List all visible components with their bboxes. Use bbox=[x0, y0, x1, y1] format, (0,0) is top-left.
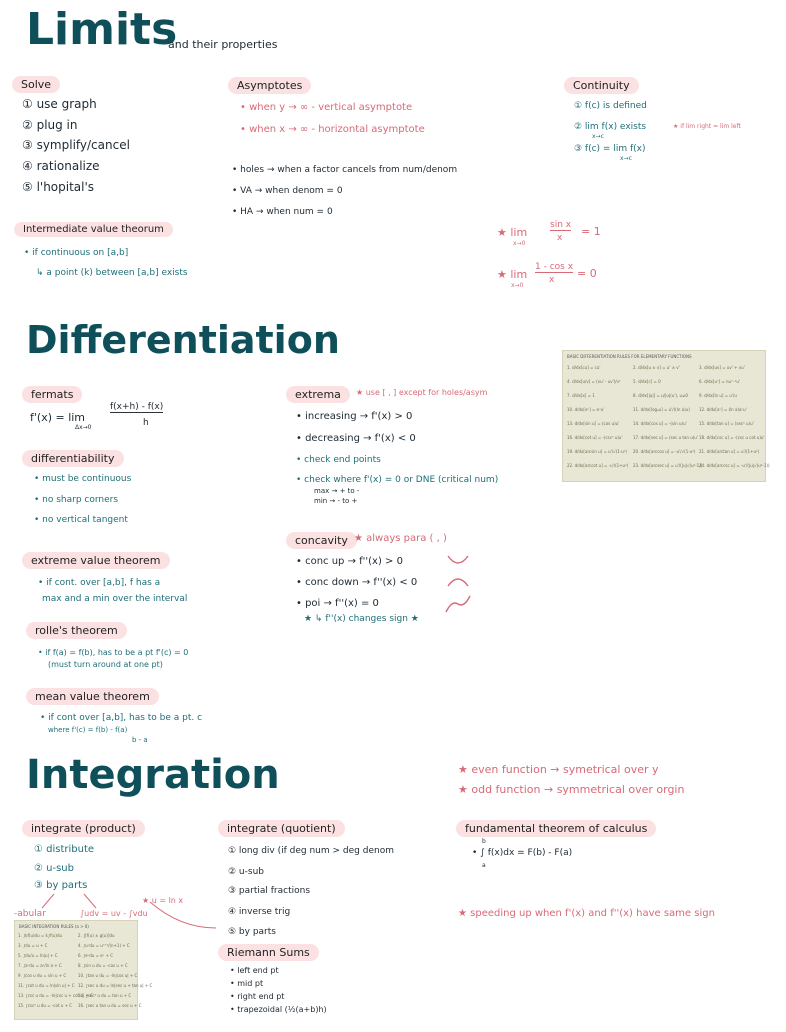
solve-header: Solve bbox=[12, 76, 60, 93]
differentiation-rules-table bbox=[562, 350, 770, 482]
continuity-line: ② lim f(x) exists bbox=[574, 122, 647, 132]
odd-function-note: ★ odd function → symmetrical over orgin bbox=[458, 783, 685, 796]
table-cell: 24. d/dx[arccsc u] = -u'/(|u|√(u²-1)) bbox=[699, 463, 770, 468]
extrema-line: • increasing → f'(x) > 0 bbox=[296, 411, 413, 422]
concave-down-icon bbox=[448, 579, 468, 586]
table-cell: 6. d/dx[uⁿ] = nuⁿ⁻¹u' bbox=[699, 379, 741, 384]
table-cell: 16. d/dx[cot u] = -(csc² u)u' bbox=[567, 435, 623, 440]
ivt-header: Intermediate value theorum bbox=[14, 222, 173, 237]
riemann-line: • right end pt bbox=[230, 992, 285, 1001]
quotient-step: ① long div (if deg num > deg denom bbox=[228, 846, 394, 856]
fermats-lhs: f'(x) = lim bbox=[30, 411, 86, 424]
arrow-icon bbox=[150, 902, 216, 928]
limits-title: Limits bbox=[26, 4, 178, 55]
concavity-sketch-icons bbox=[440, 548, 476, 618]
ha-line: • HA → when num = 0 bbox=[232, 207, 333, 217]
table-cell: 10. ∫tan u du = -ln|cos u| + C bbox=[78, 973, 138, 978]
parts-formula: ∫udv = uv - ∫vdu bbox=[80, 909, 148, 918]
table-cell: 18. d/dx[csc u] = -(csc u cot u)u' bbox=[699, 435, 765, 440]
continuity-sub: x→c bbox=[592, 133, 604, 140]
mvt-line: b - a bbox=[132, 736, 148, 744]
table-cell: 11. ∫cot u du = ln|sin u| + C bbox=[18, 983, 75, 988]
limit-numerator: 1 - cos x bbox=[535, 262, 574, 272]
table-title: BASIC DIFFERENTIATION RULES FOR ELEMENTARY FUNCTIONS bbox=[567, 354, 692, 359]
limit-sub: x→0 bbox=[513, 240, 526, 247]
concavity-header: concavity bbox=[286, 532, 357, 549]
mvt-line: • if cont over [a,b], has to be a pt. c bbox=[40, 713, 203, 723]
riemann-line: • mid pt bbox=[230, 979, 264, 988]
solve-step: ③ symplify/cancel bbox=[22, 138, 130, 152]
table-cell: 14. d/dx[cos u] = -(sin u)u' bbox=[633, 421, 687, 426]
limit-denominator: x bbox=[557, 233, 563, 243]
rolle-line: (must turn around at one pt) bbox=[48, 660, 163, 669]
mvt-line: where f'(c) = f(b) - f(a) bbox=[48, 726, 128, 734]
table-cell: 16. ∫sec u tan u du = sec u + C bbox=[78, 1003, 142, 1008]
riemann-line: • trapezoidal (½(a+b)h) bbox=[230, 1005, 327, 1014]
continuity-note: ★ if lim right = lim left bbox=[673, 123, 741, 130]
ftc-formula: • ∫ f(x)dx = F(b) - F(a) bbox=[472, 848, 573, 858]
limit-label: ★ lim bbox=[497, 268, 528, 281]
rolle-header: rolle's theorem bbox=[26, 622, 127, 639]
differentiability-line: • no vertical tangent bbox=[34, 515, 128, 525]
fermats-header: fermats bbox=[22, 386, 82, 403]
limit-sub: x→0 bbox=[511, 282, 524, 289]
solve-step: ④ rationalize bbox=[22, 159, 100, 173]
evt-header: extreme value theorem bbox=[22, 552, 170, 569]
extrema-line: • decreasing → f'(x) < 0 bbox=[296, 433, 416, 444]
continuity-line: ① f(c) is defined bbox=[574, 101, 647, 111]
table-cell: 13. ∫csc u du = -ln|csc u + cot u| + C bbox=[18, 993, 93, 998]
table-cell: 3. d/dx[uv] = uv' + vu' bbox=[699, 365, 745, 370]
product-step: ③ by parts bbox=[34, 880, 88, 891]
table-cell: 12. d/dx[aᵘ] = (ln a)aᵘu' bbox=[699, 407, 747, 412]
continuity-sub: x→c bbox=[620, 155, 632, 162]
table-cell: 14. ∫sec² u du = tan u + C bbox=[78, 993, 132, 998]
extrema-line: • check end points bbox=[296, 455, 381, 465]
extrema-min: min → - to + bbox=[314, 497, 358, 505]
evt-line: • if cont. over [a,b], f has a bbox=[38, 578, 161, 588]
continuity-header: Continuity bbox=[564, 77, 639, 94]
ftc-lower: a bbox=[482, 862, 486, 869]
table-cell: 8. ∫sin u du = -cos u + C bbox=[78, 963, 128, 968]
concave-up-icon bbox=[448, 556, 468, 563]
integrate-quotient-header: integrate (quotient) bbox=[218, 820, 345, 837]
table-cell: 20. d/dx[arccos u] = -u'/√(1-u²) bbox=[633, 449, 696, 454]
arrow-icon bbox=[42, 894, 54, 908]
table-cell: 4. ∫uⁿdu = uⁿ⁺¹/(n+1) + C bbox=[78, 943, 130, 948]
concavity-note: ★ always para ( , ) bbox=[354, 533, 447, 544]
concavity-line: • conc up → f''(x) > 0 bbox=[296, 556, 403, 567]
integrate-product-header: integrate (product) bbox=[22, 820, 145, 837]
ftc-header: fundamental theorem of calculus bbox=[456, 820, 656, 837]
table-cell: 13. d/dx[sin u] = (cos u)u' bbox=[567, 421, 620, 426]
limit-numerator: sin x bbox=[550, 220, 572, 230]
table-cell: 1. ∫kf(u)du = k∫f(u)du bbox=[18, 933, 63, 938]
table-cell: 11. d/dx[logₐu] = u'/((ln a)u) bbox=[633, 407, 690, 412]
arrow-icon bbox=[84, 894, 96, 908]
table-cell: 22. d/dx[arccot u] = -u'/(1+u²) bbox=[567, 463, 629, 468]
table-cell: 15. d/dx[tan u] = (sec² u)u' bbox=[699, 421, 754, 426]
differentiation-title: Differentiation bbox=[26, 318, 340, 362]
ivt-line: • if continuous on [a,b] bbox=[24, 248, 129, 258]
differentiability-header: differentiability bbox=[22, 450, 124, 467]
concavity-line: • poi → f''(x) = 0 bbox=[296, 598, 379, 609]
asymptotes-header: Asymptotes bbox=[228, 77, 311, 94]
inflection-icon bbox=[446, 596, 470, 612]
quotient-step: ④ inverse trig bbox=[228, 907, 291, 917]
fermats-numerator: f(x+h) - f(x) bbox=[110, 402, 164, 412]
special-limit-cos bbox=[497, 262, 637, 292]
holes-line: • holes → when a factor cancels from num/denom bbox=[232, 165, 458, 175]
table-cell: 5. d/dx[c] = 0 bbox=[633, 379, 661, 384]
table-cell: 15. ∫csc² u du = -cot u + C bbox=[18, 1003, 73, 1008]
mvt-header: mean value theorem bbox=[26, 688, 159, 705]
limits-subtitle: and their properties bbox=[168, 38, 278, 51]
ftc-upper: b bbox=[482, 838, 486, 845]
integration-title: Integration bbox=[26, 752, 280, 798]
table-cell: 7. d/dx[x] = 1 bbox=[567, 393, 595, 398]
table-cell: 10. d/dx[eᵘ] = eᵘu' bbox=[567, 407, 605, 412]
tabular-label: -abular bbox=[14, 909, 46, 919]
table-cell: 9. ∫cos u du = sin u + C bbox=[18, 973, 67, 978]
table-cell: 3. ∫du = u + C bbox=[18, 943, 48, 948]
concavity-line: ★ ↳ f''(x) changes sign ★ bbox=[304, 614, 419, 624]
fermats-sub: Δx→0 bbox=[75, 424, 92, 431]
differentiability-line: • no sharp corners bbox=[34, 495, 119, 505]
even-function-note: ★ even function → symetrical over y bbox=[458, 763, 659, 776]
table-cell: 23. d/dx[arcsec u] = u'/(|u|√(u²-1)) bbox=[633, 463, 703, 468]
limit-result: = 1 bbox=[581, 225, 601, 238]
product-step: ② u-sub bbox=[34, 863, 74, 874]
table-cell: 19. d/dx[arcsin u] = u'/√(1-u²) bbox=[567, 449, 627, 454]
table-cell: 5. ∫du/u = ln|u| + C bbox=[18, 953, 58, 958]
table-cell: 8. d/dx[|u|] = u/|u|(u'), u≠0 bbox=[633, 393, 688, 398]
solve-step: ① use graph bbox=[22, 97, 97, 111]
table-cell: 2. ∫[f(u) ± g(u)]du bbox=[78, 933, 115, 938]
extrema-line: • check where f'(x) = 0 or DNE (critical num) bbox=[296, 475, 499, 485]
extrema-note: ★ use [ , ] except for holes/asym bbox=[356, 388, 488, 397]
ivt-line: ↳ a point (k) between [a,b] exists bbox=[36, 268, 188, 278]
table-cell: 1. d/dx[cu] = cu' bbox=[567, 365, 601, 370]
table-cell: 7. ∫aᵘdu = aᵘ/ln a + C bbox=[18, 963, 62, 968]
va-line: • VA → when denom = 0 bbox=[232, 186, 343, 196]
limit-label: ★ lim bbox=[497, 226, 528, 239]
table-cell: 12. ∫sec u du = ln|sec u + tan u| + C bbox=[78, 983, 153, 988]
table-cell: 9. d/dx[ln u] = u'/u bbox=[699, 393, 737, 398]
special-limit-sin bbox=[497, 220, 617, 250]
table-cell: 6. ∫eᵘdu = eᵘ + C bbox=[78, 953, 113, 958]
asymptote-line: • when x → ∞ - horizontal asymptote bbox=[240, 124, 425, 135]
continuity-line: ③ f(c) = lim f(x) bbox=[574, 144, 646, 154]
product-step: ① distribute bbox=[34, 844, 95, 855]
quotient-step: ③ partial fractions bbox=[228, 886, 311, 896]
table-cell: 17. d/dx[sec u] = (sec u tan u)u' bbox=[633, 435, 698, 440]
u-ln-note: ★ u = ln x bbox=[142, 896, 184, 905]
riemann-line: • left end pt bbox=[230, 966, 279, 975]
table-cell: 2. d/dx[u ± v] = u' ± v' bbox=[633, 365, 680, 370]
riemann-header: Riemann Sums bbox=[218, 944, 319, 961]
table-title: BASIC INTEGRATION RULES (a > 0) bbox=[19, 924, 89, 929]
evt-line: max and a min over the interval bbox=[42, 594, 188, 604]
asymptote-line: • when y → ∞ - vertical asymptote bbox=[240, 102, 413, 113]
integration-rules-table bbox=[14, 920, 153, 1020]
table-cell: 4. d/dx[u/v] = (vu' - uv')/v² bbox=[567, 379, 621, 384]
fermats-denominator: h bbox=[143, 418, 149, 428]
limit-denominator: x bbox=[549, 275, 555, 285]
speeding-up-note: ★ speeding up when f'(x) and f''(x) have same sign bbox=[458, 908, 715, 919]
limit-result: = 0 bbox=[577, 267, 597, 280]
quotient-step: ② u-sub bbox=[228, 867, 264, 877]
differentiability-line: • must be continuous bbox=[34, 474, 132, 484]
table-cell: 21. d/dx[arctan u] = u'/(1+u²) bbox=[699, 449, 760, 454]
concavity-line: • conc down → f''(x) < 0 bbox=[296, 577, 418, 588]
extrema-max: max → + to - bbox=[314, 487, 360, 495]
solve-step: ⑤ l'hopital's bbox=[22, 180, 95, 194]
quotient-step: ⑤ by parts bbox=[228, 927, 276, 937]
solve-step: ② plug in bbox=[22, 118, 78, 132]
extrema-header: extrema bbox=[286, 386, 350, 403]
rolle-line: • if f(a) = f(b), has to be a pt f'(c) = 0 bbox=[38, 648, 189, 657]
